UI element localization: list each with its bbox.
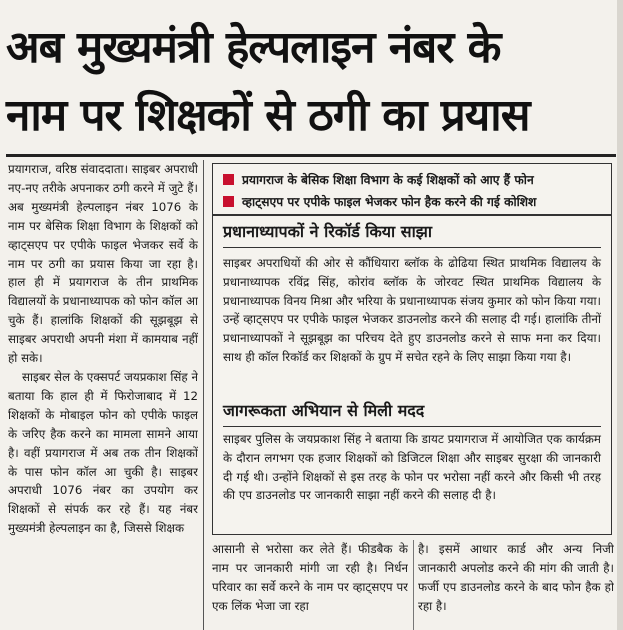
bottom-column-divider bbox=[413, 540, 414, 630]
bullet-square-icon bbox=[223, 174, 234, 185]
section2-text: साइबर पुलिस के जयप्रकाश सिंह ने बताया कि डायट प्रयागराज में आयोजित एक कार्यक्रम के दौरान लगभग एक हजार शिक्षकों को डिजिटल शिक्षा और साइबर सुरक्षा की जानकारी दी गई थी। उन्होंने शिक्षकों से इस तरह के फोन पर भरोसा नहीं करने और किसी भी तरह की एप डाउनलोड पर जानकारी साझा नहीं करने की सलाह दी है। bbox=[223, 432, 601, 503]
headline-rule bbox=[6, 154, 616, 157]
section2-heading: जागरूकता अभियान से मिली मदद bbox=[223, 400, 601, 427]
highlight-item bbox=[223, 168, 605, 190]
highlight-rule bbox=[213, 214, 611, 216]
headline bbox=[6, 14, 616, 150]
highlight-text-1: प्रयागराज के बेसिक शिक्षा विभाग के कई शिक्षकों को आए हैं फोन bbox=[242, 172, 534, 187]
column-divider bbox=[203, 160, 204, 630]
left-para-1: प्रयागराज, वरिष्ठ संवाददाता। साइबर अपराधी नए-नए तरीके अपनाकर ठगी करने में जुटे हैं। अब मुख्यमंत्री हेल्पलाइन नंबर 1076 के नाम पर बेसिक शिक्षा विभाग के शिक्षकों को व्हाट्सएप पर एपीके फाइल भेजकर सर्वे के नाम पर ठगी का प्रयास किया जा रहा है। हाल ही में प्रयागराज के तीन प्राथमिक विद्यालयों के प्रधानाध्यापक को फोन कॉल आ चुके हैं। हालांकि शिक्षकों की सूझबूझ से साइबर अपराधी अपनी मंशा में कामयाब नहीं हो सके। bbox=[8, 162, 198, 366]
bullet-square-icon bbox=[223, 196, 234, 207]
bottom-column-1: आसानी से भरोसा कर लेते हैं। फीडबैक के नाम पर जानकारी मांगी जा रही है। निर्धन परिवार का सर्वे करने के नाम पर व्हाट्सएप पर एक लिंक भेजा जा रहा bbox=[212, 542, 408, 613]
highlight-text-2: व्हाट्सएप पर एपीके फाइल भेजकर फोन हैक करने की गई कोशिश bbox=[242, 194, 537, 209]
headline-line-2: नाम पर शिक्षकों से ठगी का प्रयास bbox=[6, 90, 530, 141]
left-column bbox=[8, 160, 198, 630]
left-para-2: साइबर सेल के एक्सपर्ट जयप्रकाश सिंह ने बताया कि हाल ही में फिरोजाबाद में 12 शिक्षकों के मोबाइल फोन को एपीके फाइल के जरिए हैक करने का मामला सामने आया है। वहीं प्रयागराज में अब तक तीन शिक्षकों के पास फोन कॉल आ चुकी है। साइबर अपराधी 1076 नंबर का उपयोग कर शिक्षकों से संपर्क कर रहे हैं। यह नंबर मुख्यमंत्री हेल्पलाइन का है, जिससे शिक्षक bbox=[8, 369, 198, 536]
highlight-list bbox=[223, 168, 605, 212]
section1-text: साइबर अपराधियों की ओर से कौंधियारा ब्लॉक के ढोढिया स्थित प्राथमिक विद्यालय के प्रधानाध्यापक रविंद्र सिंह, कोरांव ब्लॉक के जोरवट स्थित प्राथमिक विद्यालय के प्रधानाध्यापक विनय मिश्रा और भरिया के प्रधानाध्यापक संजय कुमार को फोन किया गया। उन्हें व्हाट्सएप पर एपीके फाइल भेजकर डाउनलोड करने की सलाह दी गई। हालांकि तीनों प्रधानाध्यापकों ने सूझबूझ का परिचय देते हुए डाउनलोड करने से साफ मना कर दिया। साथ ही कॉल रिकॉर्ड कर शिक्षकों के ग्रुप में सचेत रहने के लिए साझा किया गया है। bbox=[223, 256, 601, 364]
page-edge bbox=[617, 0, 623, 630]
headline-line-1: अब मुख्यमंत्री हेल्पलाइन नंबर के bbox=[6, 22, 501, 73]
bottom-column-2: है। इसमें आधार कार्ड और अन्य निजी जानकारी अपलोड करने की मांग की जाती है। फर्जी एप डाउनलोड करने के बाद फोन हैक हो रहा है। bbox=[418, 542, 614, 613]
boxed-section bbox=[212, 163, 612, 535]
highlight-item bbox=[223, 190, 605, 212]
section1-heading: प्रधानाध्यापकों ने रिकॉर्ड किया साझा bbox=[223, 221, 601, 248]
